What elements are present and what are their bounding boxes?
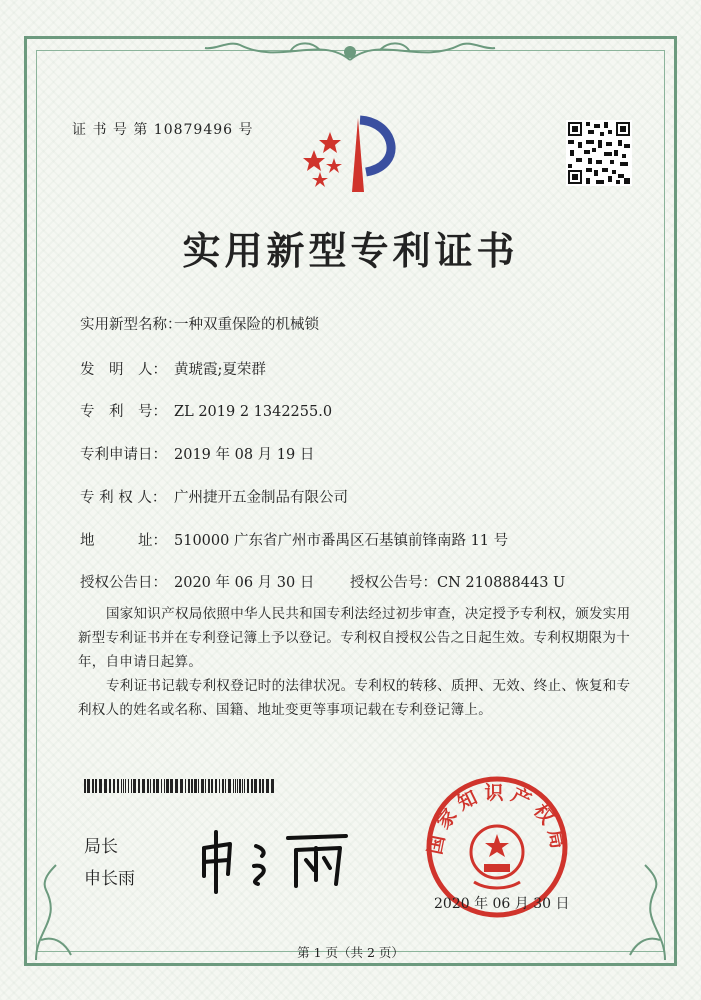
field-value: 一种双重保险的机械锁	[174, 317, 319, 333]
field-value: 510000 广东省广州市番禺区石基镇前锋南路 11 号	[174, 533, 509, 549]
certificate-number: 证 书 号 第 10879496 号	[72, 122, 254, 138]
field-label: 授权公告号：	[350, 575, 437, 591]
field-value: CN 210888443 U	[437, 575, 566, 591]
paragraph-grant-statement: 国家知识产权局依照中华人民共和国专利法经过初步审查，决定授予专利权，颁发实用新型专利证书并在专利登记簿上予以登记。专利权自授权公告之日起生效。专利权期限为十年，自申请日起算。	[78, 606, 631, 670]
qr-code-icon	[566, 120, 632, 186]
field-inventor	[80, 358, 266, 379]
page-footer: 第 1 页（共 2 页）	[297, 945, 404, 960]
signature-icon	[196, 820, 356, 900]
field-label: 专利申请日：	[80, 447, 167, 463]
seal-date: 2020 年 06 月 30 日	[434, 896, 570, 912]
field-label: 发 明 人：	[80, 362, 167, 378]
field-application-date	[80, 443, 314, 464]
field-value: 广州捷开五金制品有限公司	[174, 490, 348, 506]
field-name	[80, 313, 319, 334]
field-value: 2020 年 06 月 30 日	[174, 575, 315, 591]
field-patentee	[80, 486, 348, 507]
field-value: 2019 年 08 月 19 日	[174, 447, 315, 463]
field-label: 地 址：	[80, 533, 167, 549]
field-label: 实用新型名称：	[80, 317, 182, 333]
seal-text: 国家知识产权局	[423, 782, 571, 857]
patent-office-logo-icon	[300, 110, 410, 200]
field-label: 专 利 号：	[80, 404, 167, 420]
paragraph-legal-status: 专利证书记载专利权登记时的法律状况。专利权的转移、质押、无效、终止、恢复和专利权人的姓名或名称、国籍、地址变更等事项记载在专利登记簿上。	[78, 678, 631, 718]
signatory-title: 局长	[84, 837, 118, 857]
field-label: 专 利 权 人：	[80, 490, 167, 506]
field-grant-number	[350, 571, 565, 592]
barcode-icon	[84, 779, 276, 793]
top-ornament-icon	[200, 30, 500, 70]
field-grant-date	[80, 571, 314, 592]
field-value: ZL 2019 2 1342255.0	[174, 404, 333, 420]
certificate-title: 实用新型专利证书	[182, 228, 519, 273]
signatory-name: 申长雨	[84, 869, 135, 889]
field-label: 授权公告日：	[80, 575, 167, 591]
field-patent-number	[80, 400, 332, 421]
field-value: 黄琥霞;夏荣群	[174, 362, 266, 378]
field-address	[80, 529, 508, 550]
